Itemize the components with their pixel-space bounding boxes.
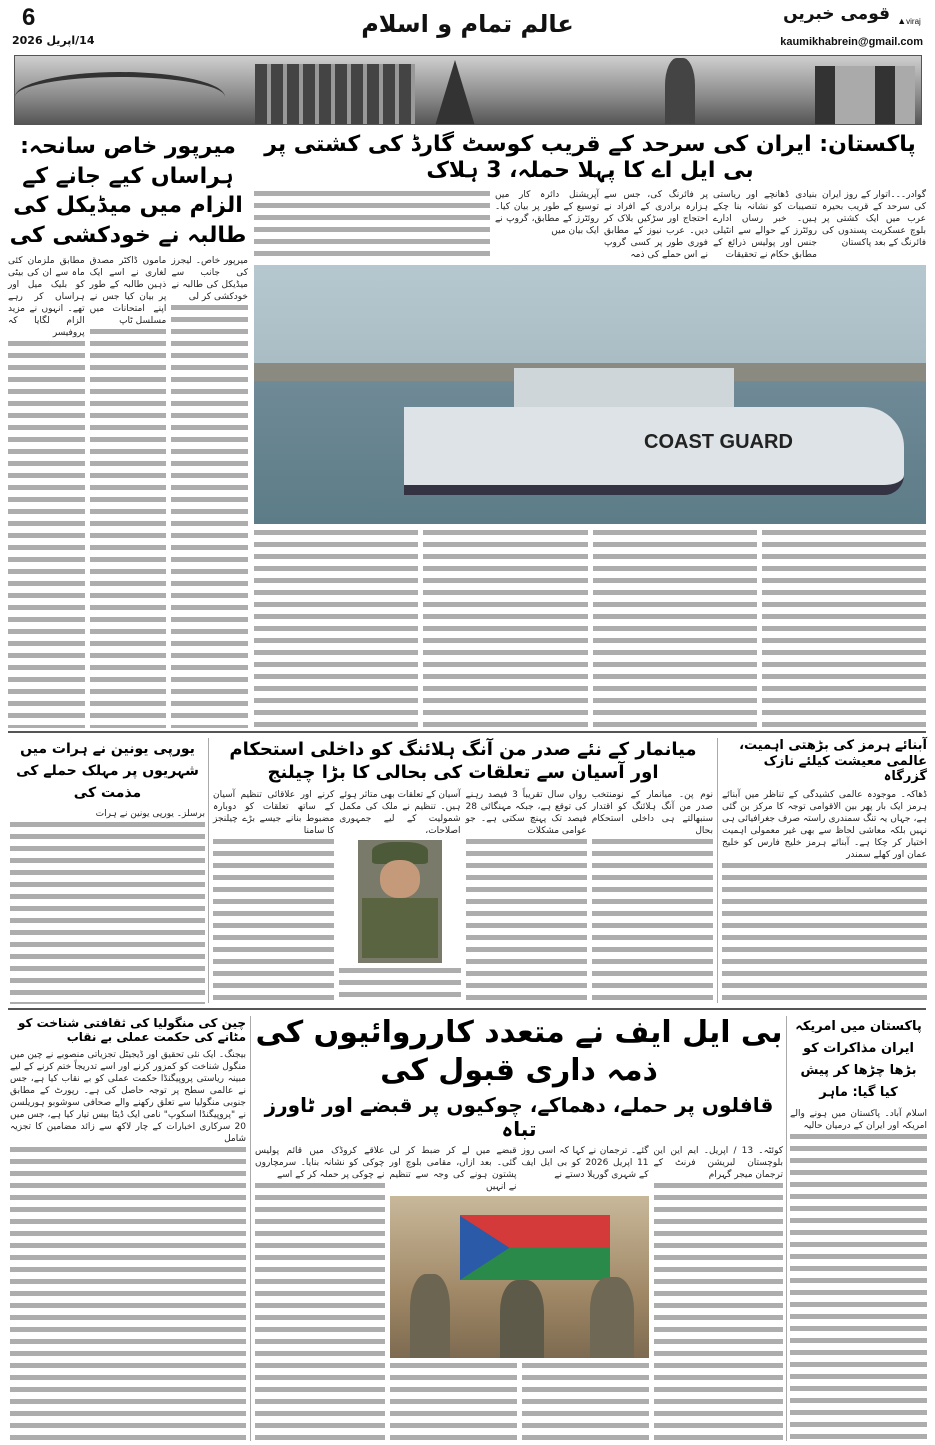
- bla-story-headline[interactable]: بی ایل ایف نے متعدد کارروائیوں کی ذمہ داری قبول کی: [255, 1015, 783, 1088]
- bla-story-column-2: گئے۔ ترجمان نے کہا کہ اسی روز 11 اپریل 2026 کو بی ایل ایف کے شہری گوریلا دستے نے: [521, 1146, 649, 1180]
- bridge-silhouette: [15, 72, 225, 122]
- militants-with-flag-photo: [390, 1196, 649, 1358]
- top-story-body-row: [254, 528, 926, 728]
- column-divider: [208, 738, 209, 1003]
- side-story-body-row: [8, 255, 248, 728]
- section-divider: [8, 1008, 926, 1010]
- eu-story-body: برسلز۔ یورپی یونین نے ہرات: [10, 808, 205, 1004]
- bla-story-middle: [390, 1145, 649, 1441]
- iran-talks-story-body: اسلام آباد۔ پاکستان میں ہونے والے امریکہ اور ایران کے درمیان حالیہ: [790, 1108, 927, 1440]
- side-story: [8, 132, 248, 728]
- top-story-headline[interactable]: پاکستان: ایران کی سرحد کے قریب کوسٹ گارڈ کی کشتی پر بی ایل اے کا پہلا حملہ، 3 ہلاک: [264, 132, 916, 184]
- fighter-2: [500, 1280, 544, 1358]
- myanmar-story-column-3b: [339, 968, 460, 1004]
- bla-story-middle-lead-row: [390, 1145, 649, 1193]
- top-story: [254, 132, 926, 728]
- china-story-headline[interactable]: چین کی منگولیا کی ثقافتی شناخت کو مٹانے کی حکمت عملی بے نقاب: [18, 1016, 246, 1045]
- eu-story: [10, 738, 205, 1004]
- boat-hull-lettering: COAST GUARD: [644, 430, 793, 453]
- bla-story-column-1: کوئٹہ۔ 13 / اپریل۔ ایم این این بلوچستان لبریشن فرنٹ کے ترجمان میجر گہرام: [654, 1145, 784, 1441]
- myanmar-story-column-3: آسیان کے تعلقات بھی متاثر ہوئے ہیں۔ تنظیم نے ملک کی مکمل شمولیت کے لیے جمہوری اصلاحات،: [339, 789, 460, 1004]
- column-divider: [717, 738, 718, 1003]
- top-story-column-8: [254, 528, 418, 728]
- myanmar-story: [213, 738, 713, 1004]
- side-story-column-1: میرپور خاص۔ لیجرز کی جانب سے میڈیکل کی طالبہ نے خودکشی کر لی: [171, 255, 248, 728]
- myanmar-story-headline[interactable]: میانمار کے نئے صدر من آنگ ہلائنگ کو داخلی استحکام اور آسیان سے تعلقات کی بحالی کا بڑا چیلنج: [229, 739, 697, 784]
- top-story-lead-row: [254, 189, 926, 261]
- tower-bridge-silhouette: [815, 66, 915, 125]
- bla-story-column-2b: [522, 1361, 649, 1441]
- top-story-column-4: آپریشنل دائرہ کار میں توسیع کے طور پر بیان کیا۔ روئٹرز کے مطابق، گروپ نے ایک بیان میں: [495, 189, 599, 236]
- hormuz-story: [722, 738, 927, 1004]
- brand-logo: ▲viraj: [897, 16, 921, 26]
- bla-story: [255, 1014, 783, 1441]
- myanmar-story-column-2: رواں سال تقریباً 3 فیصد رہنے کی توقع ہے، جبکہ مہنگائی 28 فیصد تک پہنچ سکتی ہے۔ جو عوامی مشکلات: [466, 789, 587, 1004]
- fighter-3: [590, 1277, 634, 1358]
- eu-story-headline[interactable]: یورپی یونین نے ہرات میں شہریوں پر مہلک حملے کی مذمت کی: [16, 741, 199, 801]
- top-story-column-2: بنیادی ڈھانچے اور ریاستی تنصیبات کو نشانہ بنا چکے ہیں۔ خبر رساں ادارے روئٹرز کے حوالے سے انٹیلی جنس اور پولیس ذرائع کے مطابق حکام نے تحقیقات: [713, 189, 817, 260]
- top-story-column-3: پر فائرنگ کی، جس سے ہزارہ برادری کے افراد نے احتجاج اور سڑکیں بلاک کر دیں۔ عرب نیوز کے مطابق فوری طور پر کسی گروپ نے اس حملے کی ذمہ: [604, 189, 708, 260]
- skyline-silhouette: [255, 64, 415, 125]
- eiffel-tower-silhouette: [435, 60, 475, 125]
- brand-name: قومی خبریں: [783, 4, 890, 24]
- china-story-body: بیجنگ۔ ایک نئی تحقیق اور ڈیجیٹل تجزیاتی منصوبے نے چین میں منگول شناخت کو کمزور کرنے اور اسے تدریجاً ختم کرنے کے لیے مبینہ ریاستی پروپیگنڈا حکمت عملی کو بے نقاب کیا ہے، جس نے عالمی سطح پر توجہ حاصل کی ہے۔ رپورٹ کے مطابق جنوبی منگولیا سے تعلق رکھنے والے صحافی سوشوبو ہوریلسن نے "پروپیگنڈا اسکوپ" نامی ایک ڈیٹا بیس تیار کیا ہے، جس میں 20 سرکاری اخبارات کے چار لاکھ سے زائد مضامین کا تجزیہ شامل: [10, 1049, 246, 1440]
- boat-cabin: [514, 368, 734, 408]
- top-story-column-1: گوادر۔۔۔اتوار کے روز ایران کی سرحد کے قریب بحیرہ عرب میں ایک کشتی پر بلوچ عسکریت پسندوں کی فائرنگ کے بعد پاکستان: [822, 189, 926, 248]
- landmarks-banner-image: [14, 55, 922, 125]
- fighter-1: [410, 1274, 450, 1358]
- bla-story-column-4: علاقے کروڈک میں قائم پولیس چوکی کو نشانہ بنایا۔ سرمچاروں نے چوکی پر حملہ کر کے اسے: [255, 1145, 385, 1441]
- myanmar-story-body-row: [213, 789, 713, 1004]
- contact-email[interactable]: kaumikhabrein@gmail.com: [780, 36, 923, 48]
- flag: [460, 1215, 610, 1280]
- side-story-column-2: ماموں ڈاکٹر مصدق لغاری نے اسے ایک ذہین طالبہ کے طور پر بیان کیا جس نے اپنے امتحانات میں مسلسل ٹاپ: [90, 255, 167, 728]
- china-story: [10, 1016, 246, 1440]
- masthead: [0, 0, 935, 52]
- iran-talks-story: [790, 1016, 927, 1440]
- top-story-column-left: [254, 189, 490, 261]
- iran-talks-story-headline[interactable]: پاکستان میں امریکہ ایران مذاکرات کو بڑھا چڑھا کر پیش کیا گیا: ماہر: [795, 1019, 922, 1100]
- coast-guard-boat-photo: [254, 265, 926, 524]
- bla-story-column-3: قبضے میں لے کر ضبط کر لی گئی۔ بعد ازاں، مقامی بلوچ اور پشتون ہونے کی وجہ سے تنظیم نے انہیں: [389, 1146, 517, 1192]
- flag-blue-triangle: [460, 1215, 510, 1280]
- page-number: 6: [22, 4, 36, 31]
- myanmar-president-portrait: [358, 840, 442, 963]
- section-title: عالم تمام و اسلام: [361, 10, 574, 38]
- section-divider: [8, 731, 926, 733]
- hormuz-story-body: ڈھاکہ۔ موجودہ عالمی کشیدگی کے تناظر میں آبنائے ہرمز ایک بار پھر بین الاقوامی توجہ کا مرکز بن گئی ہے، جہاں یہ تنگ سمندری راستہ صرف جغرافیائی ہی نہیں بلکہ معاشی لحاظ سے بھی غیر معمولی اہمیت اختیار کر چکا ہے۔ آبنائے ہرمز خلیج فارس کو خلیج عمان اور کھلے سمندر: [722, 789, 927, 1004]
- bla-story-subheadline[interactable]: قافلوں پر حملے، دھماکے، چوکیوں پر قبضے اور ٹاورز تباہ: [264, 1093, 774, 1141]
- uniform: [362, 898, 438, 958]
- column-divider: [250, 1016, 251, 1441]
- top-story-column-5: [762, 528, 926, 728]
- side-story-column-3: مطابق ملزمان کئی ماہ سے ان کی بیٹی کو بلیک میل اور ہراساں کر رہے تھے۔ انہوں نے مزید الزام لگایا کہ پروفیسر: [8, 255, 85, 728]
- column-divider: [786, 1016, 787, 1441]
- bla-story-middle-fill-row: [390, 1361, 649, 1441]
- bla-story-column-3b: [390, 1361, 517, 1441]
- myanmar-story-column-4: کرنے اور علاقائی تنظیم آسیان کے ساتھ تعلقات کو دوبارہ مضبوط بنانے جیسے بڑے چیلنجز کا سامنا: [213, 789, 334, 1004]
- hormuz-story-headline[interactable]: آبنائے ہرمز کی بڑھتی اہمیت، عالمی معیشت کیلئے نازک گزرگاہ: [739, 738, 927, 785]
- myanmar-story-column-1: نوم پن۔ میانمار کے نومنتخب صدر من آنگ ہلائنگ کو اقتدار سنبھالتے ہی داخلی استحکام بحال: [592, 789, 713, 1004]
- side-story-headline[interactable]: میرپور خاص سانحہ: ہراساں کیے جانے کے الزام میں میڈیکل کی طالبہ نے خودکشی کی: [9, 134, 247, 249]
- top-story-column-7: [423, 528, 587, 728]
- top-story-column-6: [593, 528, 757, 728]
- issue-date: 14/اپریل 2026: [12, 34, 95, 47]
- bla-story-body-row: [255, 1145, 783, 1441]
- face: [380, 860, 420, 898]
- statue-of-liberty-silhouette: [665, 58, 695, 125]
